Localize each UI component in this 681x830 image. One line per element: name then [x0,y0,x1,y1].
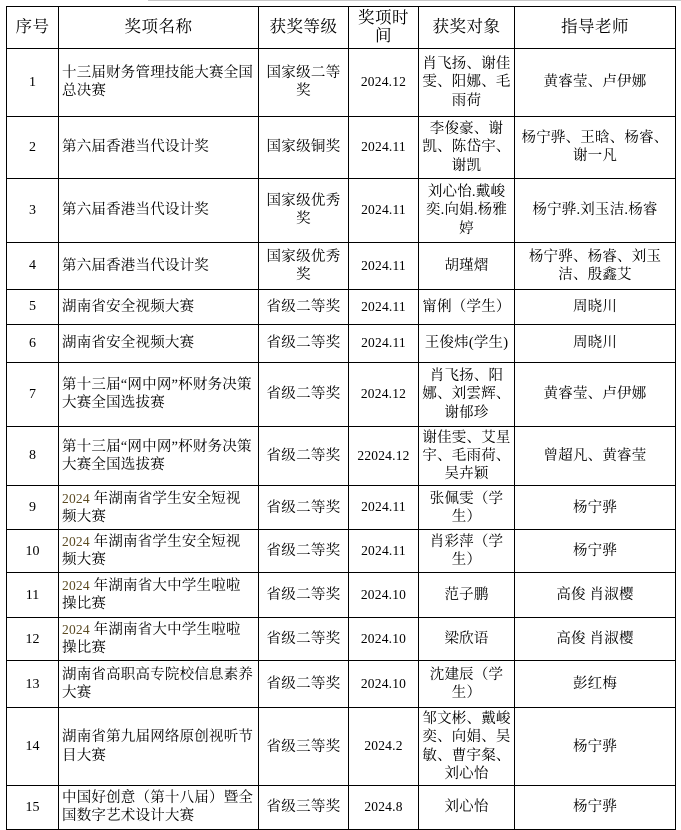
cell-award-level: 省级二等奖 [259,661,349,708]
table-row [7,618,676,661]
cell-advisor-teacher: 杨宁骅.刘玉洁.杨睿 [515,178,676,242]
cell-award-object: 邹文彬、戴峻奕、向娟、吴敏、曹宇粲、刘心怡 [419,708,515,786]
cell-award-level: 省级三等奖 [259,785,349,829]
cell-award-time: 2024.11 [349,486,419,530]
cell-advisor-teacher: 周晓川 [515,289,676,324]
cell-award-name: 中国好创意（第十八届）暨全国数字艺术设计大赛 [59,785,259,829]
cell-award-object: 范子鹏 [419,573,515,618]
cell-award-object: 肖飞扬、阳娜、刘雲辉、谢郁珍 [419,362,515,426]
column-header-no: 序号 [7,7,59,49]
cell-award-time: 2024.12 [349,48,419,116]
column-header-object: 获奖对象 [419,7,515,49]
cell-advisor-teacher: 高俊 肖淑樱 [515,573,676,618]
cell-award-level: 省级二等奖 [259,618,349,661]
cell-award-level: 省级二等奖 [259,426,349,485]
table-row [7,573,676,618]
cell-award-object: 刘心怡.戴峻奕.向娟.杨雅婷 [419,178,515,242]
cell-no: 9 [7,486,59,530]
cell-no: 12 [7,618,59,661]
cell-advisor-teacher: 黄睿莹、卢伊娜 [515,48,676,116]
cell-award-time: 2024.10 [349,618,419,661]
cell-award-name: 2024 年湖南省学生安全短视频大赛 [59,530,259,573]
cell-award-level: 国家级铜奖 [259,116,349,178]
cell-no: 6 [7,324,59,362]
cell-advisor-teacher: 彭红梅 [515,661,676,708]
table-header [7,7,676,49]
award-name-year: 2024 [62,490,90,506]
cell-award-object: 谢佳雯、艾星宇、毛雨荷、吴卉颖 [419,426,515,485]
cell-award-name: 2024 年湖南省学生安全短视频大赛 [59,486,259,530]
table-row [7,242,676,289]
cell-award-level: 省级二等奖 [259,573,349,618]
column-header-name: 奖项名称 [59,7,259,49]
cell-award-time: 2024.11 [349,289,419,324]
award-name-year: 2024 [62,534,90,550]
cell-award-name: 第十三届“网中网”杯财务决策大赛全国选拔赛 [59,362,259,426]
cell-award-time: 2024.12 [349,362,419,426]
cell-award-time: 2024.11 [349,242,419,289]
cell-award-level: 省级二等奖 [259,486,349,530]
cell-award-name: 湖南省安全视频大赛 [59,289,259,324]
table-row [7,785,676,829]
cell-award-object: 李俊豪、谢凯、陈岱宇、谢凯 [419,116,515,178]
cell-award-level: 国家级优秀奖 [259,178,349,242]
cell-award-time: 2024.11 [349,116,419,178]
cell-advisor-teacher: 杨宁骅、王晗、杨睿、谢一凡 [515,116,676,178]
cell-advisor-teacher: 杨宁骅、杨睿、刘玉洁、殷鑫艾 [515,242,676,289]
table-row [7,289,676,324]
cell-award-object: 胡瑾熠 [419,242,515,289]
cell-no: 7 [7,362,59,426]
cell-award-object: 甯俐（学生） [419,289,515,324]
cell-no: 3 [7,178,59,242]
award-table [6,6,676,830]
cell-advisor-teacher: 杨宁骅 [515,486,676,530]
cell-award-level: 省级三等奖 [259,708,349,786]
cell-award-name: 湖南省第九届网络原创视听节目大赛 [59,708,259,786]
cell-no: 15 [7,785,59,829]
cell-award-time: 2024.11 [349,178,419,242]
cell-no: 13 [7,661,59,708]
table-row [7,661,676,708]
table-row [7,324,676,362]
cell-award-name: 第六届香港当代设计奖 [59,242,259,289]
table-row [7,116,676,178]
table-body [7,48,676,829]
column-header-level: 获奖等级 [259,7,349,49]
cell-award-name: 十三届财务管理技能大赛全国总决赛 [59,48,259,116]
cell-award-level: 省级二等奖 [259,530,349,573]
cell-advisor-teacher: 周晓川 [515,324,676,362]
table-row [7,178,676,242]
cell-award-time: 2024.10 [349,661,419,708]
award-name-year: 2024 [62,622,90,638]
cell-advisor-teacher: 高俊 肖淑樱 [515,618,676,661]
cell-no: 14 [7,708,59,786]
cell-award-name: 2024 年湖南省大中学生啦啦操比赛 [59,618,259,661]
cell-no: 8 [7,426,59,485]
cell-no: 11 [7,573,59,618]
table-row [7,486,676,530]
cell-award-name: 第六届香港当代设计奖 [59,178,259,242]
cell-no: 1 [7,48,59,116]
header-row [7,7,676,49]
cell-award-name: 湖南省高职高专院校信息素养大赛 [59,661,259,708]
cell-award-level: 省级二等奖 [259,289,349,324]
cell-award-name: 第六届香港当代设计奖 [59,116,259,178]
cell-award-object: 张佩雯（学生） [419,486,515,530]
cell-award-time: 2024.2 [349,708,419,786]
cell-no: 10 [7,530,59,573]
cell-award-level: 国家级二等奖 [259,48,349,116]
cell-advisor-teacher: 黄睿莹、卢伊娜 [515,362,676,426]
column-header-time: 奖项时间 [349,7,419,49]
cell-award-time: 2024.8 [349,785,419,829]
cell-award-object: 肖彩萍（学生） [419,530,515,573]
column-header-teacher: 指导老师 [515,7,676,49]
award-name-year: 2024 [62,578,90,594]
cell-no: 2 [7,116,59,178]
cell-award-object: 梁欣语 [419,618,515,661]
table-row [7,362,676,426]
cell-award-object: 刘心怡 [419,785,515,829]
table-row [7,530,676,573]
cell-award-time: 22024.12 [349,426,419,485]
cell-award-name: 2024 年湖南省大中学生啦啦操比赛 [59,573,259,618]
cell-award-object: 沈建辰（学生） [419,661,515,708]
cell-advisor-teacher: 杨宁骅 [515,708,676,786]
cell-award-level: 省级二等奖 [259,324,349,362]
cell-award-object: 王俊炜(学生) [419,324,515,362]
cell-advisor-teacher: 曾超凡、黄睿莹 [515,426,676,485]
cell-no: 4 [7,242,59,289]
table-row [7,48,676,116]
cell-award-name: 湖南省安全视频大赛 [59,324,259,362]
cell-award-time: 2024.11 [349,324,419,362]
cell-award-time: 2024.11 [349,530,419,573]
cell-award-object: 肖飞扬、谢佳雯、阳娜、毛雨荷 [419,48,515,116]
table-row [7,426,676,485]
cell-award-name: 第十三届“网中网”杯财务决策大赛全国选拔赛 [59,426,259,485]
cell-advisor-teacher: 杨宁骅 [515,530,676,573]
top-guide-line [148,0,681,1]
cell-award-level: 省级二等奖 [259,362,349,426]
table-row [7,708,676,786]
cell-advisor-teacher: 杨宁骅 [515,785,676,829]
cell-no: 5 [7,289,59,324]
cell-award-time: 2024.10 [349,573,419,618]
cell-award-level: 国家级优秀奖 [259,242,349,289]
